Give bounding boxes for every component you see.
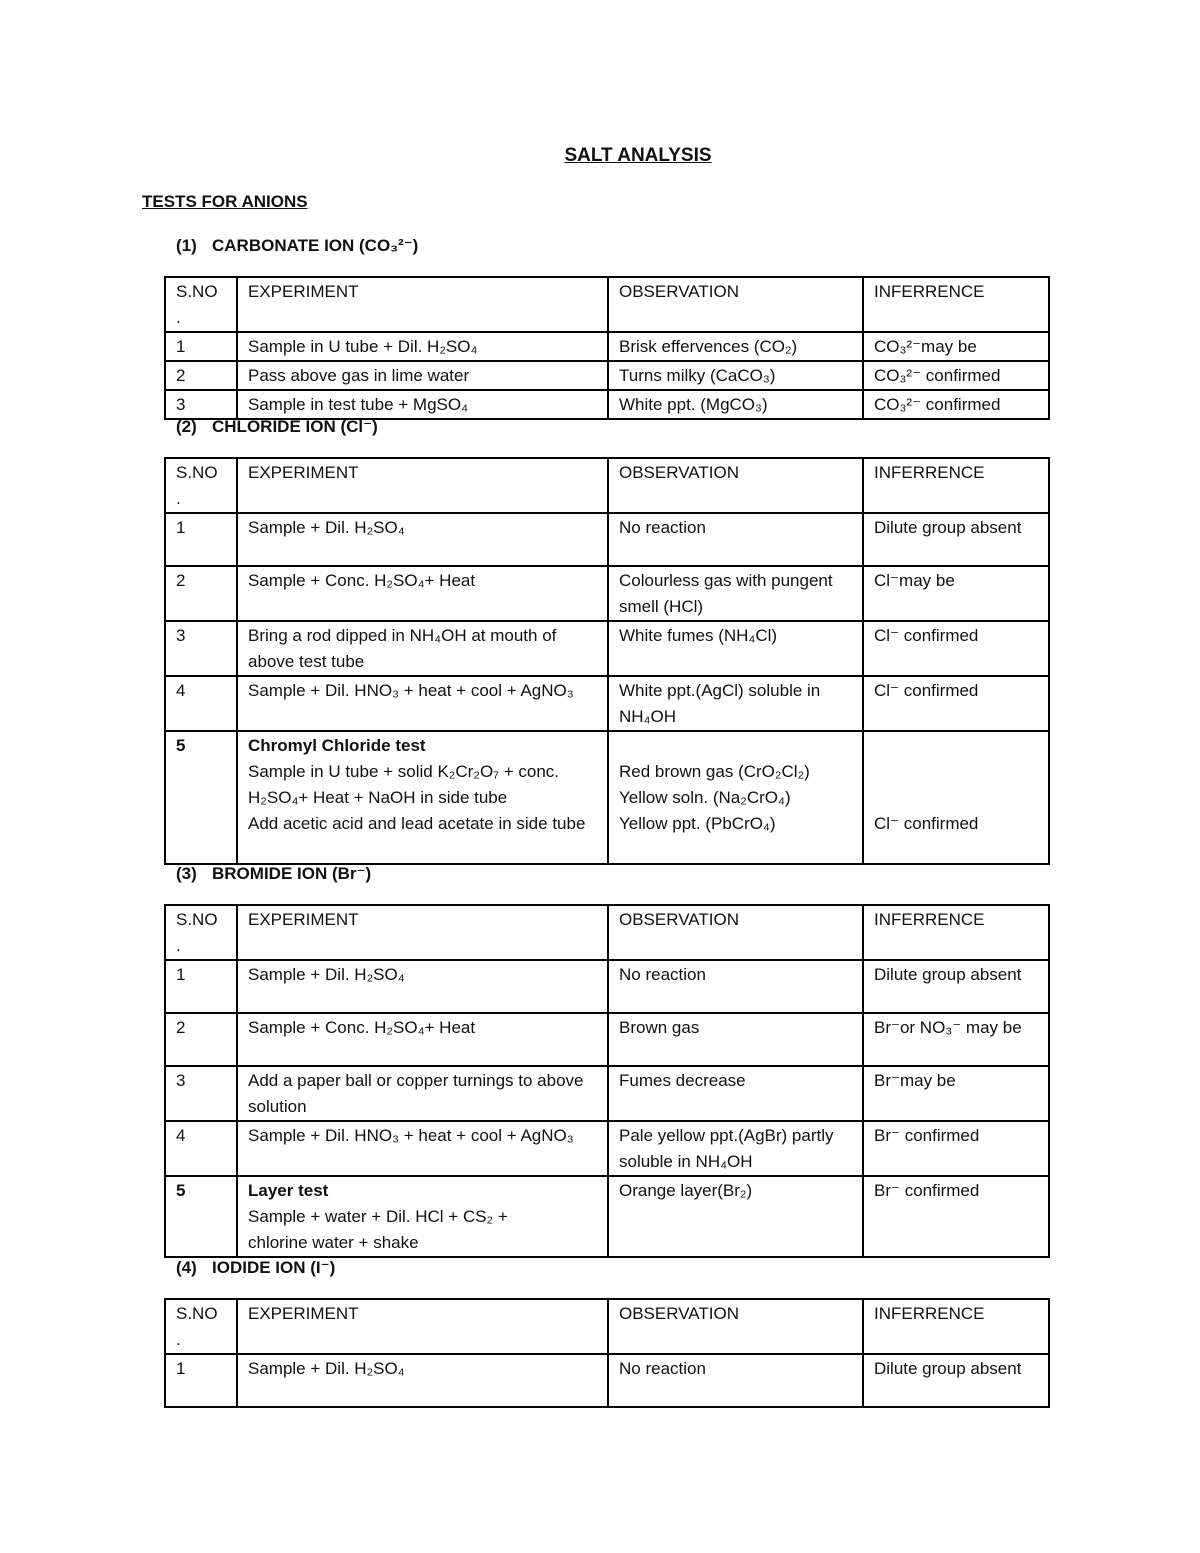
observation-line: Red brown gas (CrO₂Cl₂) — [619, 762, 810, 781]
cell-experiment — [237, 731, 608, 864]
cell-experiment: Sample + Conc. H₂SO₄+ Heat — [237, 566, 608, 621]
section-title-text: CHLORIDE ION (Cl⁻) — [212, 417, 378, 436]
cell-experiment: Sample + Dil. H₂SO₄ — [237, 1354, 608, 1407]
cell-observation: White ppt. (MgCO₃) — [608, 390, 863, 419]
header-sno: S.NO . — [165, 277, 237, 332]
experiment-line: Add acetic acid and lead acetate in side tube — [248, 814, 586, 833]
header-experiment: EXPERIMENT — [237, 1299, 608, 1354]
cell-experiment: Sample + Dil. HNO₃ + heat + cool + AgNO₃ — [237, 1121, 608, 1176]
cell-experiment: Sample + Conc. H₂SO₄+ Heat — [237, 1013, 608, 1066]
cell-sno: 2 — [165, 361, 237, 390]
cell-experiment: Sample in test tube + MgSO₄ — [237, 390, 608, 419]
cell-sno: 5 — [165, 731, 237, 864]
cell-sno: 5 — [165, 1176, 237, 1257]
section-title-text: CARBONATE ION (CO₃²⁻) — [212, 236, 419, 255]
iodide-table — [164, 1298, 1050, 1408]
header-experiment: EXPERIMENT — [237, 905, 608, 960]
chloride-heading — [176, 417, 378, 437]
cell-observation: Brisk effervences (CO₂) — [608, 332, 863, 361]
cell-experiment — [237, 1176, 608, 1257]
experiment-line: Sample in U tube + solid K₂Cr₂O₇ + conc. — [248, 762, 560, 781]
header-experiment: EXPERIMENT — [237, 458, 608, 513]
bromide-heading — [176, 864, 371, 884]
cell-sno: 4 — [165, 676, 237, 731]
chloride-table — [164, 457, 1050, 865]
header-sno: S.NO . — [165, 458, 237, 513]
table-row — [165, 1013, 1049, 1066]
table-row — [165, 361, 1049, 390]
table-header-row — [165, 277, 1049, 332]
cell-observation — [608, 731, 863, 864]
carbonate-heading — [176, 236, 418, 256]
section-number: (2) — [176, 417, 197, 436]
table-row — [165, 390, 1049, 419]
cell-observation: Turns milky (CaCO₃) — [608, 361, 863, 390]
cell-sno: 2 — [165, 566, 237, 621]
header-inference: INFERRENCE — [863, 1299, 1049, 1354]
cell-observation: Pale yellow ppt.(AgBr) partly soluble in NH₄OH — [608, 1121, 863, 1176]
carbonate-table — [164, 276, 1050, 420]
header-observation: OBSERVATION — [608, 905, 863, 960]
header-experiment: EXPERIMENT — [237, 277, 608, 332]
cell-inference — [863, 731, 1049, 864]
cell-inference: CO₃²⁻may be — [863, 332, 1049, 361]
cell-inference: CO₃²⁻ confirmed — [863, 361, 1049, 390]
cell-experiment: Add a paper ball or copper turnings to above solution — [237, 1066, 608, 1121]
table-row — [165, 1121, 1049, 1176]
cell-observation: No reaction — [608, 1354, 863, 1407]
cell-inference: Cl⁻may be — [863, 566, 1049, 621]
cell-observation: Orange layer(Br₂) — [608, 1176, 863, 1257]
header-inference: INFERRENCE — [863, 458, 1049, 513]
cell-inference: Dilute group absent — [863, 960, 1049, 1013]
section-subtitle: TESTS FOR ANIONS — [142, 192, 308, 211]
table-row-layer — [165, 1176, 1049, 1257]
cell-observation: No reaction — [608, 960, 863, 1013]
section-title-text: BROMIDE ION (Br⁻) — [212, 864, 372, 883]
cell-observation: No reaction — [608, 513, 863, 566]
cell-inference: Br⁻ confirmed — [863, 1121, 1049, 1176]
cell-sno: 1 — [165, 513, 237, 566]
cell-observation: Brown gas — [608, 1013, 863, 1066]
table-header-row — [165, 1299, 1049, 1354]
experiment-line: Sample + water + Dil. HCl + CS₂ + — [248, 1207, 508, 1226]
experiment-line: H₂SO₄+ Heat + NaOH in side tube — [248, 788, 508, 807]
cell-sno: 1 — [165, 960, 237, 1013]
cell-inference: CO₃²⁻ confirmed — [863, 390, 1049, 419]
table-row — [165, 621, 1049, 676]
cell-sno: 1 — [165, 332, 237, 361]
header-observation: OBSERVATION — [608, 458, 863, 513]
page-title: SALT ANALYSIS — [564, 145, 712, 166]
table-row — [165, 1354, 1049, 1407]
table-row — [165, 676, 1049, 731]
cell-inference: Br⁻or NO₃⁻ may be — [863, 1013, 1049, 1066]
section-number: (1) — [176, 236, 197, 255]
cell-experiment: Bring a rod dipped in NH₄OH at mouth of above test tube — [237, 621, 608, 676]
cell-sno: 3 — [165, 390, 237, 419]
cell-observation: White fumes (NH₄Cl) — [608, 621, 863, 676]
cell-experiment: Pass above gas in lime water — [237, 361, 608, 390]
cell-experiment: Sample in U tube + Dil. H₂SO₄ — [237, 332, 608, 361]
bromide-table — [164, 904, 1050, 1258]
cell-observation: Colourless gas with pungent smell (HCl) — [608, 566, 863, 621]
table-row — [165, 513, 1049, 566]
cell-inference: Br⁻may be — [863, 1066, 1049, 1121]
header-sno: S.NO . — [165, 1299, 237, 1354]
cell-inference: Dilute group absent — [863, 1354, 1049, 1407]
inference-line: Cl⁻ confirmed — [874, 814, 979, 833]
iodide-heading — [176, 1258, 335, 1278]
table-row — [165, 1066, 1049, 1121]
cell-sno: 2 — [165, 1013, 237, 1066]
observation-line: Yellow ppt. (PbCrO₄) — [619, 814, 776, 833]
header-inference: INFERRENCE — [863, 905, 1049, 960]
cell-sno: 4 — [165, 1121, 237, 1176]
header-observation: OBSERVATION — [608, 1299, 863, 1354]
test-heading: Chromyl Chloride test — [248, 736, 426, 755]
cell-sno: 3 — [165, 1066, 237, 1121]
cell-inference: Cl⁻ confirmed — [863, 621, 1049, 676]
cell-experiment: Sample + Dil. H₂SO₄ — [237, 960, 608, 1013]
table-row — [165, 960, 1049, 1013]
cell-experiment: Sample + Dil. H₂SO₄ — [237, 513, 608, 566]
test-heading: Layer test — [248, 1181, 329, 1200]
cell-sno: 3 — [165, 621, 237, 676]
table-row — [165, 332, 1049, 361]
table-header-row — [165, 458, 1049, 513]
cell-observation: Fumes decrease — [608, 1066, 863, 1121]
section-title-text: IODIDE ION (I⁻) — [212, 1258, 336, 1277]
header-sno: S.NO . — [165, 905, 237, 960]
experiment-line: chlorine water + shake — [248, 1233, 419, 1252]
section-number: (3) — [176, 864, 197, 883]
table-header-row — [165, 905, 1049, 960]
table-row — [165, 566, 1049, 621]
header-inference: INFERRENCE — [863, 277, 1049, 332]
observation-line: Yellow soln. (Na₂CrO₄) — [619, 788, 791, 807]
cell-inference: Br⁻ confirmed — [863, 1176, 1049, 1257]
header-observation: OBSERVATION — [608, 277, 863, 332]
cell-sno: 1 — [165, 1354, 237, 1407]
cell-observation: White ppt.(AgCl) soluble in NH₄OH — [608, 676, 863, 731]
cell-experiment: Sample + Dil. HNO₃ + heat + cool + AgNO₃ — [237, 676, 608, 731]
cell-inference: Cl⁻ confirmed — [863, 676, 1049, 731]
table-row-chromyl — [165, 731, 1049, 864]
cell-inference: Dilute group absent — [863, 513, 1049, 566]
section-number: (4) — [176, 1258, 197, 1277]
